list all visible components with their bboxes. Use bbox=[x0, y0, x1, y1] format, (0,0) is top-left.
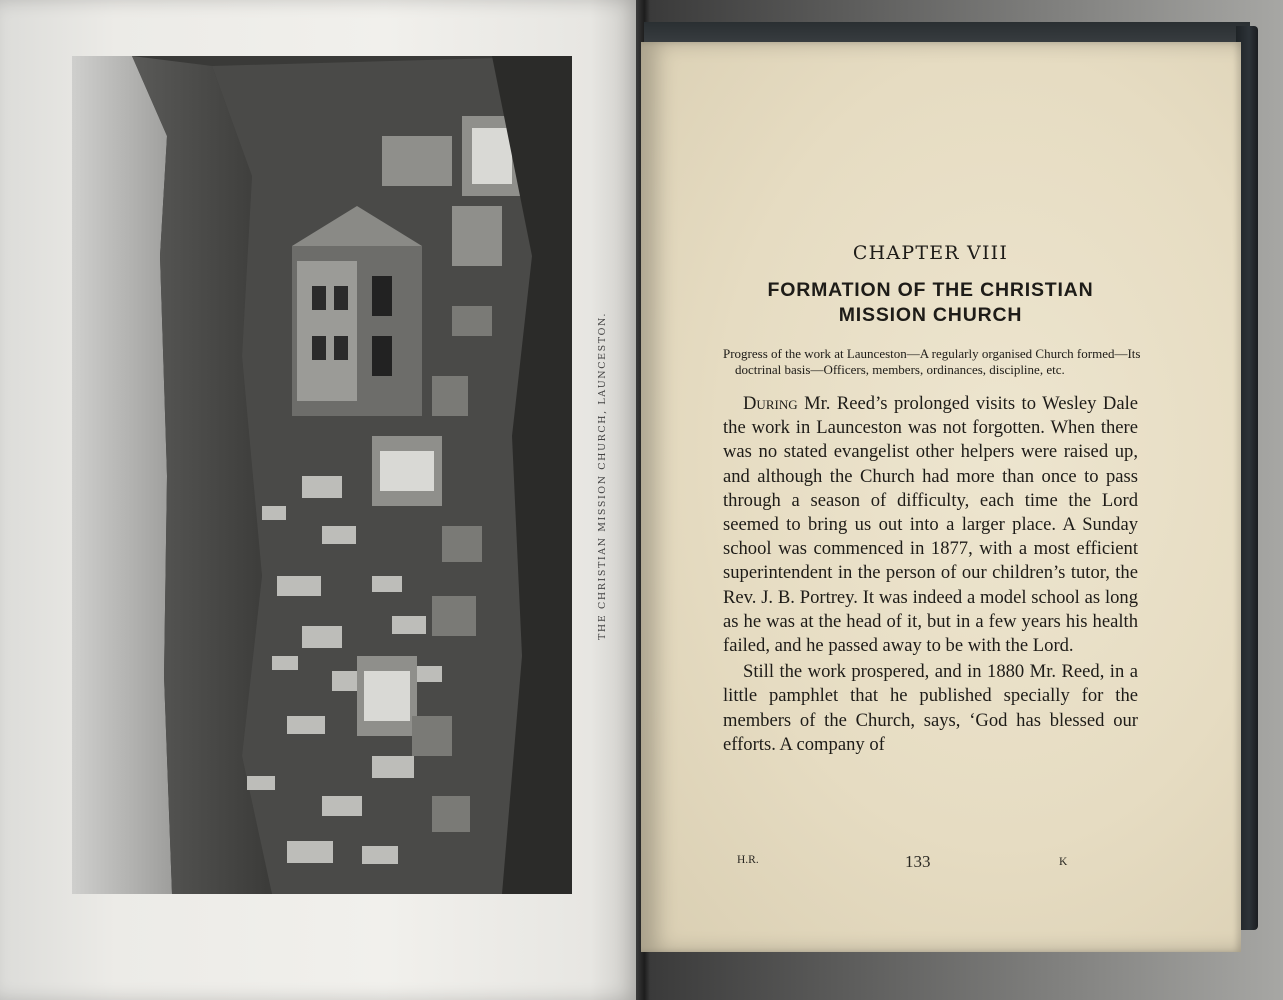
body-text bbox=[723, 392, 1138, 757]
page-text bbox=[723, 242, 1141, 759]
signature-mark-left: H.R. bbox=[737, 854, 759, 866]
signature-mark-right: K bbox=[1059, 856, 1068, 868]
chapter-title-line-2: MISSION CHURCH bbox=[838, 304, 1023, 326]
paragraph-2: Still the work prospered, and in 1880 Mr. Reed, in a little pamphlet that he published specially for the members of the Church, says, ‘God has blessed our efforts. A company of bbox=[723, 661, 1138, 755]
chapter-title bbox=[723, 278, 1138, 328]
paragraph-1 bbox=[723, 392, 1138, 658]
town-photograph bbox=[72, 56, 572, 894]
paragraph-1-text: Mr. Reed’s prolonged visits to Wesley Dale the work in Launceston was not forgotten. When there was no stated evangelist other helpers were raised up, and although the Church had more than once to pass through a season of difficulty, each time the Lord seemed to bring us out into a larger place. A Sunday school was commenced in 1877, with a most efficient superintendent in the person of our children’s tutor, the Rev. J. B. Portrey. It was indeed a model school as long as he was at the head of it, but in a few years his health failed, and he passed away to be with the Lord. bbox=[723, 393, 1138, 657]
plate-caption: THE CHRISTIAN MISSION CHURCH, LAUNCESTON. bbox=[597, 312, 608, 640]
right-page bbox=[641, 42, 1241, 952]
chapter-number: CHAPTER VIII bbox=[852, 242, 1009, 264]
church-photograph-plate bbox=[72, 56, 572, 894]
chapter-summary: Progress of the work at Launceston—A regularly organised Church formed—Its doctrinal basis—Officers, members, ordinances, discipline, etc. bbox=[723, 346, 1141, 377]
paragraph-1-lead: During bbox=[743, 393, 798, 414]
page-number: 133 bbox=[905, 852, 931, 871]
chapter-title-line-1: FORMATION OF THE CHRISTIAN bbox=[767, 279, 1094, 301]
